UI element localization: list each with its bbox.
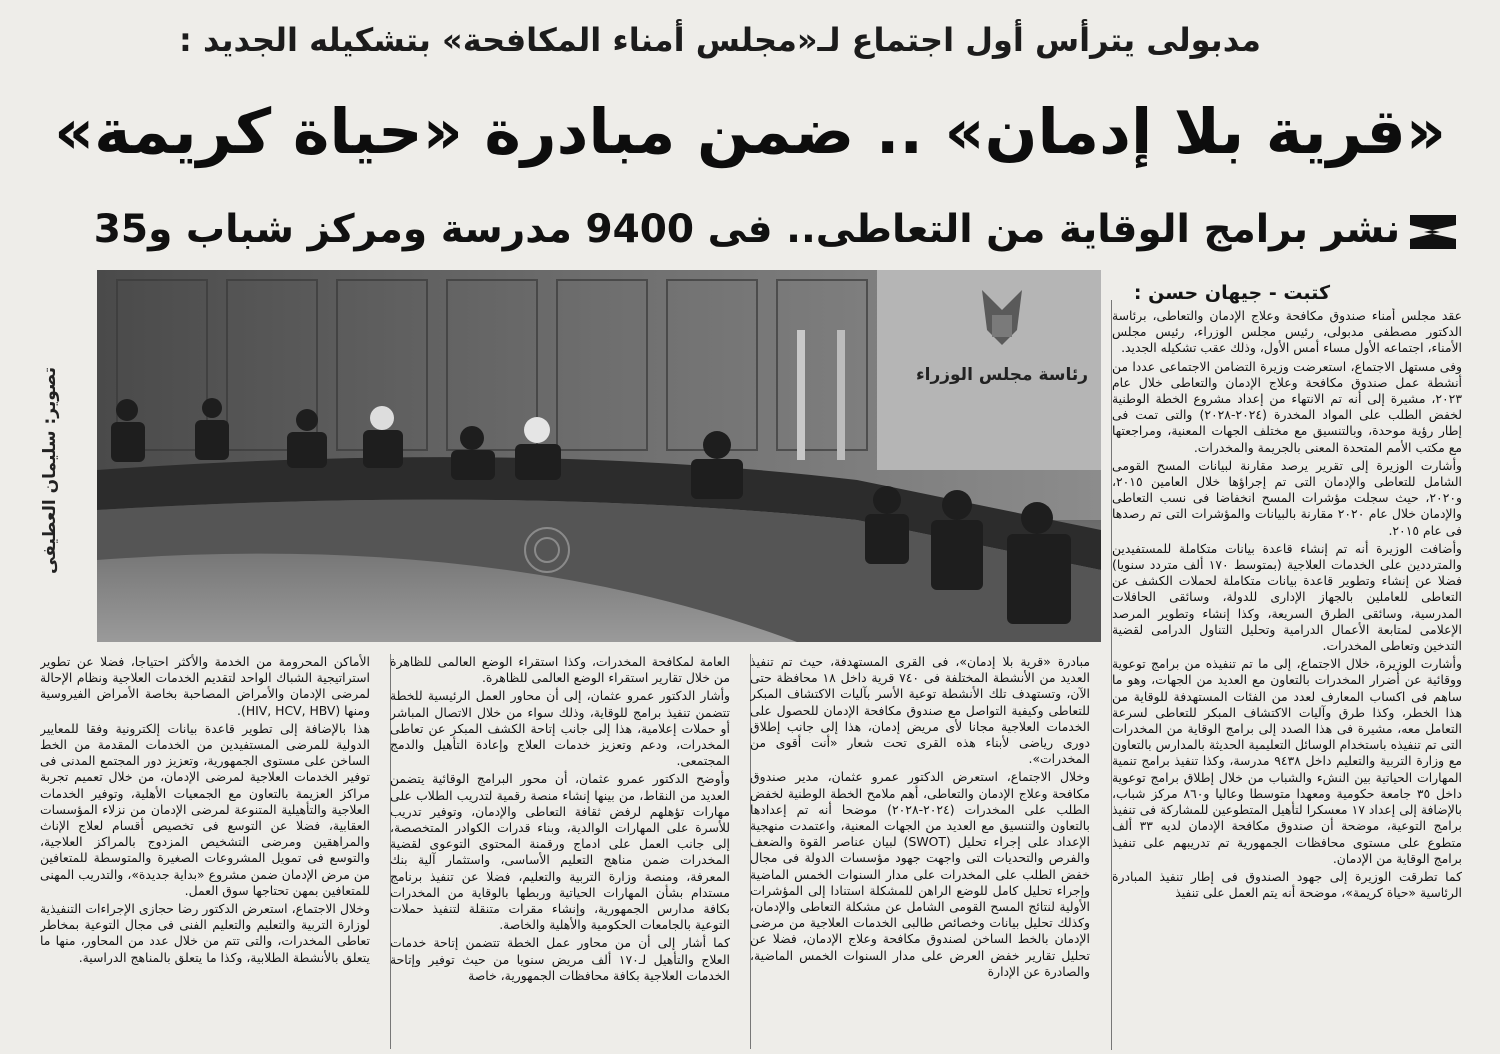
article-column-bottom-1: [750, 654, 1090, 1049]
paragraph: وأضافت الوزيرة أنه تم إنشاء قاعدة بيانات متكاملة للمستفيدين والمترددين على الخدمات العلاجية (بمتوسط ١٧٠ ألف متردد سنويا) فضلا عن إنشاء وتطوير قاعدة بيانات متكاملة لحملات الكشف عن التعاطى للعاملين بالجهاز الإدارى للدولة، وسائقى الحافلات المدرسية، وسائقى الطرق السريعة، وكذا إنشاء وتطوير المرصد الإعلامى لمتابعة الأعمال الدرامية وتحليل التناول الدرامى لقضية التدخين وتعاطى المخدرات.: [1112, 540, 1462, 654]
paragraph: كما تطرقت الوزيرة إلى جهود الصندوق فى إطار تنفيذ المبادرة الرئاسية «حياة كريمة»، موضحة أنه يتم العمل على تنفيذ: [1112, 868, 1462, 901]
chevron-bullet-icon: [1410, 215, 1456, 249]
article-photo: [97, 270, 1101, 642]
paragraph: مبادرة «قرية بلا إدمان»، فى القرى المستهدفة، حيث تم تنفيذ العديد من الأنشطة المختلفة فى ٧٤٠ قرية داخل ١٨ محافظة حتى الآن، وتستهدف تلك الأنشطة توعية الأسر بآليات الاكتشاف المبكر للتعاطى وكيفية التواصل مع صندوق مكافحة الإدمان للحصول على الخدمات العلاجية مجانا لأى مريض إدمان، هذا إلى جانب إطلاق دورى رياضى لأبناء هذه القرى تحت شعار «أنت أقوى من المخدرات».: [750, 654, 1090, 767]
subheadline-text: نشر برامج الوقاية من التعاطى.. فى 9400 مدرسة ومركز شباب و35: [93, 207, 1401, 252]
paragraph: وأشارت الوزيرة، خلال الاجتماع، إلى ما تم تنفيذه من برامج توعوية ووقائية عن أضرار المخدرات بالتعاون مع العديد من الجهات، وهو ما ساهم فى اكساب المعارف لعدد من الفئات المستهدفة للوقاية من هذا الخطر، وكذا طرق وآليات الاكتشاف المبكر للتعاطى لسرعة التعامل معه، مشيرة فى هذا الصدد إلى برامج الوقاية من المخدرات التى تم تنفيذه باستخدام الوسائل التعليمية الحديثة بالمدارس بالتعاون مع وزارة التربية والتعليم داخل ٩٤٣٨ مدرسة، وكذا تنفيذ برامج تنمية المهارات الحياتية بين النشء والشباب من خلال إطلاق برامج توعوية داخل ٣٥ جامعة حكومية ومعهدا متوسطا وعاليا و٨٦٠ مركز شباب، بالإضافة إلى إعداد ١٧ معسكرا لتأهيل المتطوعين للمشاركة فى تنفيذ برامج التوعية، موضحة أن صندوق مكافحة الإدمان لديه ٣٣ ألف متطوع على مستوى محافظات الجمهورية تم تدريبهم على تنفيذ برامج الوقاية من الإدمان.: [1112, 656, 1462, 866]
byline: كتبت - جيهان حسن :: [1133, 282, 1330, 304]
article-column-bottom-2: [390, 654, 730, 1049]
paragraph: هذا بالإضافة إلى تطوير قاعدة بيانات إلكترونية وفقا للمعايير الدولية للمرضى المستفيدين من الخدمات المقدمة من الخط الساخن على مستوى الجمهورية، وتعزيز دور المجتمع المدنى فى توفير الخدمات العلاجية لمرضى الإدمان، من خلال تعميم تجربة مراكز العزيمة بالتعاون مع الجمعيات الأهلية، وتوفير الخدمات العلاجية والتأهيلية المتنوعة لمرضى الإدمان من نزلاء المؤسسات العقابية، فضلا عن التوسع فى تخصيص أقسام لعلاج الإناث والمراهقين ومرضى التشخيص المزدوج بالمراكز العلاجية، والتوسع فى تمويل المشروعات الصغيرة والمتوسطة للمتعافين من مرض الإدمان ضمن مشروع «بداية جديدة»، والتدريب المهنى للمتعافين بمهن تحتاجها سوق العمل.: [40, 720, 370, 898]
kicker: مدبولى يترأس أول اجتماع لـ«مجلس أمناء المكافحة» بتشكيله الجديد :: [179, 21, 1261, 59]
meeting-photo: [97, 270, 1101, 642]
photo-credit: تصوير: سليمان العطيفى: [40, 366, 60, 574]
headline: «قرية بلا إدمان» .. ضمن مبادرة «حياة كريمة»: [54, 95, 1446, 168]
paragraph: وأشار الدكتور عمرو عثمان، إلى أن محاور العمل الرئيسية للخطة تتضمن تنفيذ برامج للوقاية، وذلك سواء من خلال الاتصال المباشر أو حملات إعلامية، هذا إلى جانب إتاحة الكشف المبكر عن تعاطى المخدرات، ودعم وتعزيز خدمات العلاج وإعادة التأهيل والدمج المجتمعى.: [390, 688, 730, 769]
photo-sign: رئاسة مجلس الوزراء: [915, 365, 1089, 385]
paragraph: العامة لمكافحة المخدرات، وكذا استقراء الوضع العالمى للظاهرة من خلال تقارير استقراء الوضع العالمى للظاهرة.: [390, 654, 730, 686]
paragraph: الأماكن المحرومة من الخدمة والأكثر احتياجا، فضلا عن تطوير استراتيجية الشباك الواحد لتقديم الخدمات العلاجية ونظام الإحالة لمرضى الإدمان والأمراض المصاحبة بخاصة الأمراض الفيروسية ومنها (HIV, HCV, HBV).: [40, 654, 370, 718]
paragraph: وأوضح الدكتور عمرو عثمان، أن محور البرامج الوقائية يتضمن العديد من النقاط، من بينها إنشاء منصة رقمية لتدريب الطلاب على مهارات تؤهلهم لرفض ثقافة التعاطى والإدمان، وتوفير تدريب للأسرة على المهارات الوالدية، وبناء قدرات الكوادر المتخصصة، إلى جانب العمل على ادماج ورقمنة المحتوى التوعوى لقضية المخدرات ضمن مناهج التعليم الأساسى، واستثمار آلية بنك المعرفة، ومنصة وزارة التربية والتعليم، فضلا عن تنفيذ برنامج مستدام بشأن المهارات الحياتية وربطها بالوقاية من المخدرات بكافة مدارس الجمهورية، وإنشاء مقرات متنقلة لتنفيذ حملات التوعية بالجامعات الحكومية والأهلية والخاصة.: [390, 771, 730, 933]
article-column-bottom-3: [40, 654, 370, 1034]
paragraph: وخلال الاجتماع، استعرض الدكتور عمرو عثمان، مدير صندوق مكافحة وعلاج الإدمان والتعاطى، أهم ملامح الخطة الوطنية لخفض الطلب على المخدرات (٢٠٢٤-٢٠٢٨) موضحا أنه تم إعدادها بالتعاون والتنسيق مع العديد من الجهات المعنية، واعتمدت منهجية الإعداد على إجراء تحليل (SWOT) لبيان عناصر القوة والضعف والفرص والتحديات التى واجهت جهود مؤسسات الدولة فى مجال خفض الطلب على المخدرات على مدار السنوات الخمس الماضية وإجراء تحليل كامل للوضع الراهن للمشكلة استنادا إلى المؤشرات الأولية لنتائج المسح القومى الشامل عن مشكلة التعاطى والإدمان، وكذلك تحليل بيانات وخصائص طالبى الخدمات العلاجية من مرضى الإدمان بالخط الساخن لصندوق مكافحة وعلاج الإدمان، فضلا عن تحليل تقارير خفض العرض على مدار السنوات الخمس الماضية، والصادرة عن الإدارة: [750, 769, 1090, 979]
paragraph: وفى مستهل الاجتماع، استعرضت وزيرة التضامن الاجتماعى عددا من أنشطة عمل صندوق مكافحة وعلاج الإدمان والتعاطى خلال عام ٢٠٢٣، مشيرة إلى أنه تم الانتهاء من إعداد مشروع الخطة الوطنية لخفض الطلب على المواد المخدرة (٢٠٢٤-٢٠٢٨) والتى تمت فى إطار رؤية موحدة، وبالتنسيق مع مختلف الجهات المعنية، ومراجعتها مع مكتب الأمم المتحدة المعنى بالجريمة والمخدرات.: [1112, 358, 1462, 455]
paragraph: كما أشار إلى أن من محاور عمل الخطة تتضمن إتاحة خدمات العلاج والتأهيل لـ١٧٠ ألف مريض سنويا من حيث توفير وإتاحة الخدمات العلاجية بكافة محافظات الجمهورية، خاصة: [390, 935, 730, 983]
article-column-right: [1112, 308, 1462, 1048]
paragraph: وأشارت الوزيرة إلى تقرير يرصد مقارنة لبيانات المسح القومى الشامل للتعاطى والإدمان التى تم إجراؤها خلال العامين ٢٠١٥، و٢٠٢٠، حيث سجلت مؤشرات المسح انخفاضا فى نسب التعاطى والإدمان خلال عام ٢٠٢٠ مقارنة بالبيانات والمؤشرات التى تم رصدها فى عام ٢٠١٥.: [1112, 457, 1462, 538]
paragraph: عقد مجلس أمناء صندوق مكافحة وعلاج الإدمان والتعاطى، برئاسة الدكتور مصطفى مدبولى، رئيس مجلس الوزراء، رئيس مجلس الأمناء، اجتماعه الأول مساء أمس الأول، وذلك عقب تشكيله الجديد.: [1112, 308, 1462, 356]
paragraph: وخلال الاجتماع، استعرض الدكتور رضا حجازى الإجراءات التنفيذية لوزارة التربية والتعليم والتعليم الفنى فى مجال التوعية بمخاطر تعاطى المخدرات، والتى تتم من خلال عدد من المحاور، منها ما يتعلق بالأنشطة الطلابية، وكذا ما يتعلق بالمناهج الدراسية.: [40, 901, 370, 965]
